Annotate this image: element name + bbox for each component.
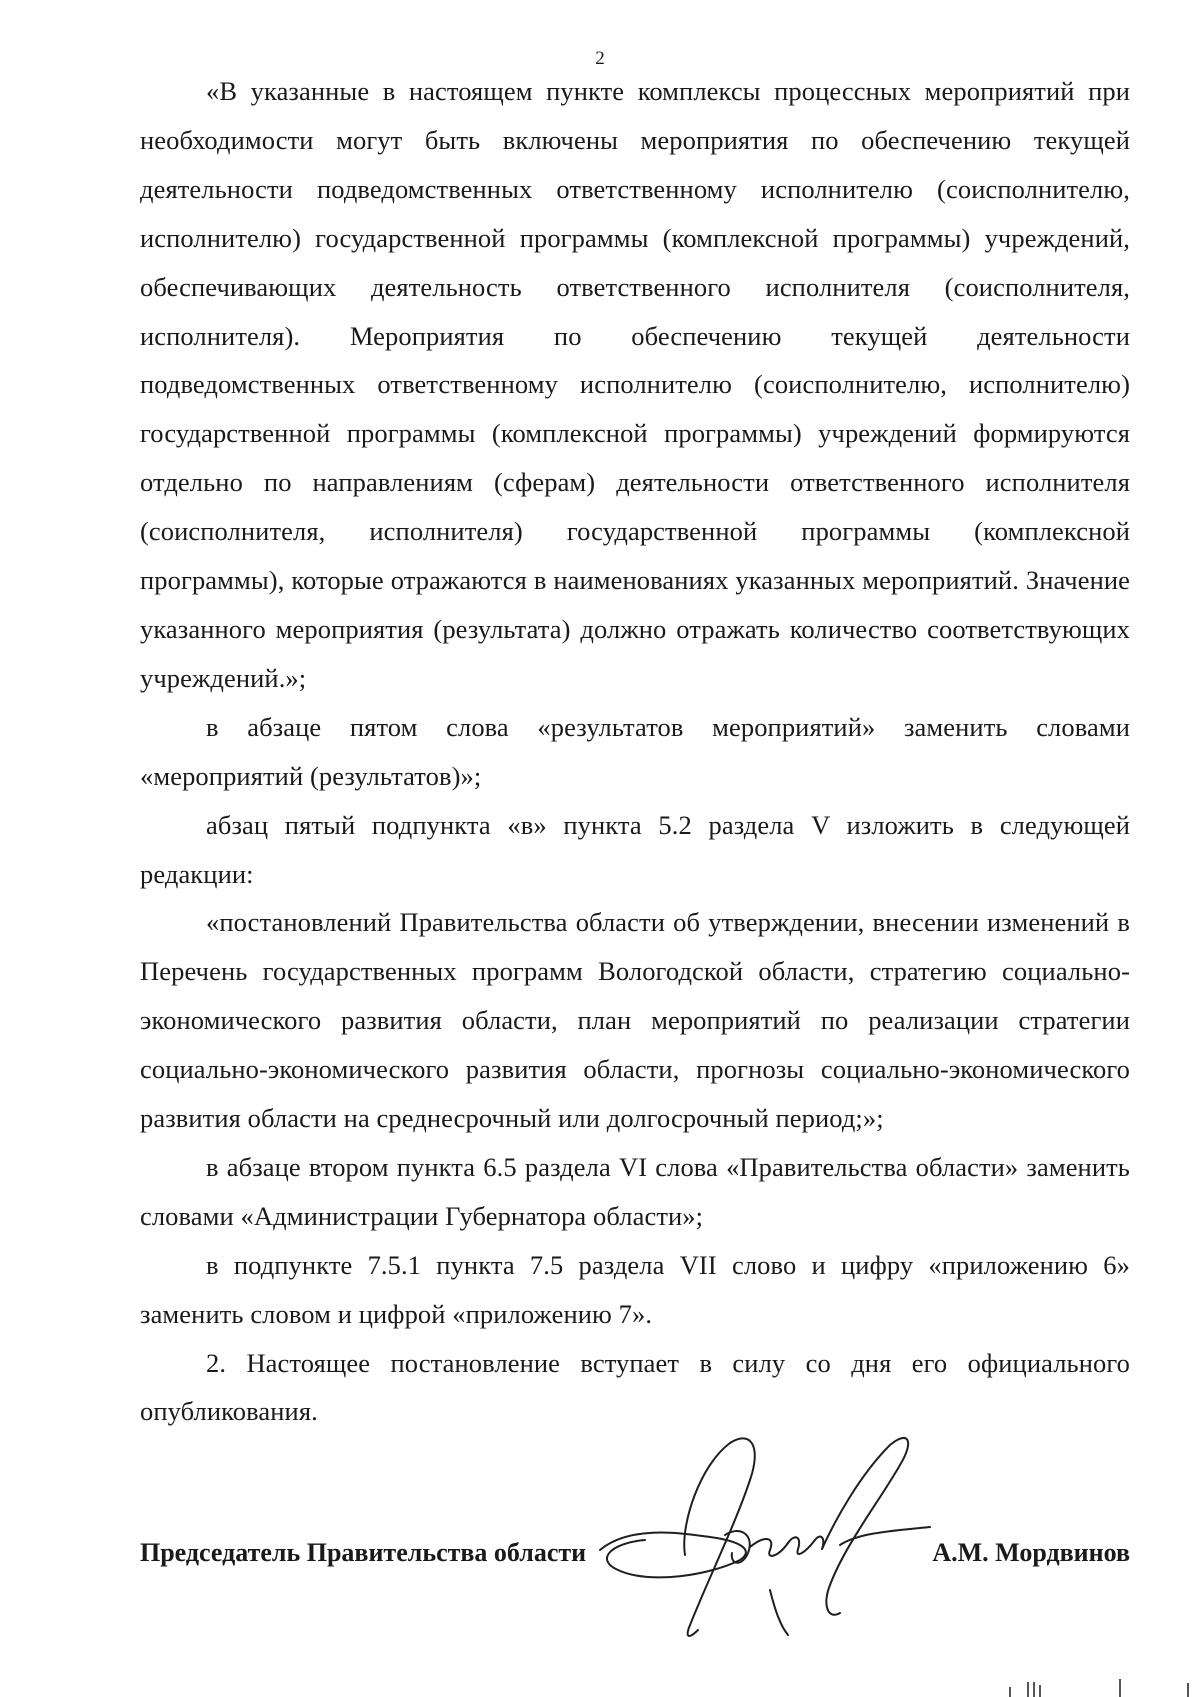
paragraph-complex-measures: «В указанные в настоящем пункте комплексы процессных мероприятий при необходимости могут быть включены мероприятия по обеспечению текущей деятельности подведомственных ответственному исполнителю (соисполнителю, исполнителю) государственной программы (комплексной программы) учреждений, обеспечивающих деятельность ответственного исполнителя (соисполнителя, исполнителя). Мероприятия по обеспечению текущей деятельности подведомственных ответственному исполнителю (соисполнителю, исполнителю) государственной программы (комплексной программы) учреждений формируются отдельно по направлениям (сферам) деятельности ответственного исполнителя (соисполнителя, исполнителя) государственной программы (комплексной программы), которые отражаются в наименованиях указанных мероприятий. Значение указанного мероприятия (результата) должно отражать количество соответствующих учреждений.»; [140,76,1130,693]
page-number: 2 [595,48,605,69]
handwritten-signature [590,1425,950,1650]
paragraph-entry-into-force: 2. Настоящее постановление вступает в силу со дня его официального опубликования. [140,1347,1130,1427]
paragraph-fifth-abzac-replace: в абзаце пятом слова «результатов мероприятий» заменить словами «мероприятий (результатов)»; [140,711,1130,791]
paragraph-item-6-5-replace: в абзаце втором пункта 6.5 раздела VI слова «Правительства области» заменить словами «Администрации Губернатора области»; [140,1151,1130,1231]
paragraph-item-7-5-1-replace: в подпункте 7.5.1 пункта 7.5 раздела VII слово и цифру «приложению 6» заменить словом и цифрой «приложению 7». [140,1249,1130,1329]
paragraph-item-5-2-edit: абзац пятый подпункта «в» пункта 5.2 раздела V изложить в следующей редакции: [140,809,1130,889]
document-body [140,67,1130,1436]
signer-name: А.М. Мордвинов [932,1538,1130,1567]
scan-edge-marks [1000,1657,1200,1697]
paragraph-resolutions-quote: «постановлений Правительства области об утверждении, внесении изменений в Перечень государственных программ Вологодской области, стратегию социально-экономического развития области, план мероприятий по реализации стратегии социально-экономического развития области, прогнозы социально-экономического развития области на среднесрочный или долгосрочный период;»; [140,907,1130,1134]
signer-title: Председатель Правительства области [140,1538,587,1567]
